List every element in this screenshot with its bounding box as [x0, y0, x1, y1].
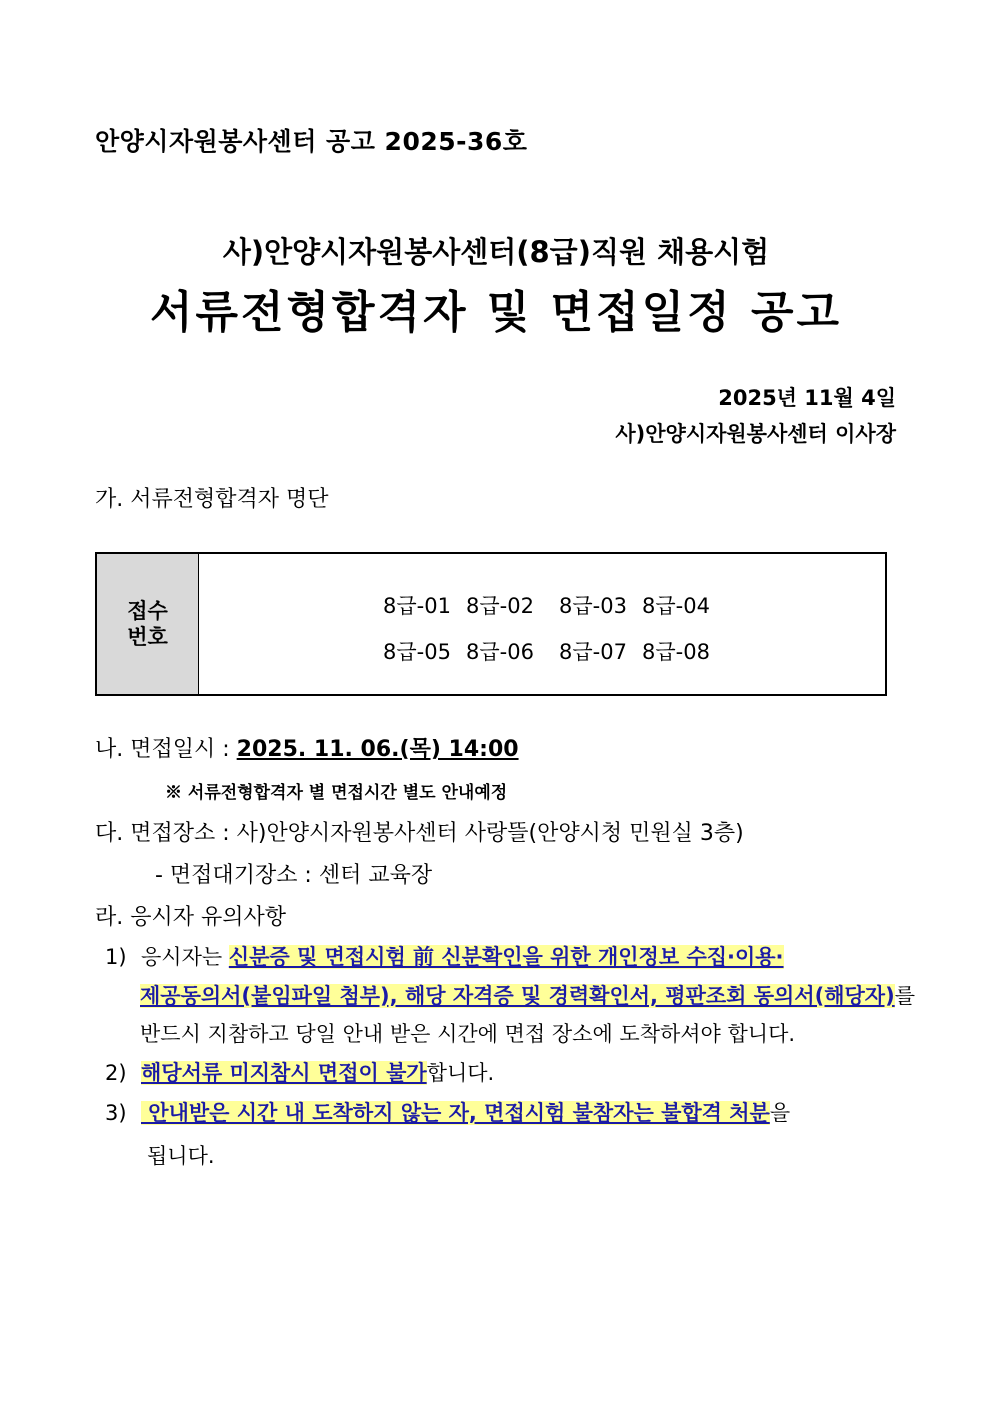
applicant-number: 8급-08: [642, 640, 710, 664]
applicant-number: 8급-03: [559, 594, 627, 618]
item-text: 을: [769, 1101, 791, 1125]
section-ra-heading: 라. 응시자 유의사항: [95, 905, 286, 930]
issue-date: 2025년 11월 4일: [718, 386, 896, 410]
notice-item-1-line2: [140, 980, 915, 1010]
applicant-number: 8급-05: [383, 640, 451, 664]
applicant-number: 8급-02: [466, 594, 534, 618]
document-title: 서류전형합격자 및 면접일정 공고: [149, 287, 842, 338]
item-number: 1): [105, 945, 127, 969]
table-header-line1: 접수: [127, 599, 168, 623]
highlighted-text: 해당서류 미지참시 면접이 불가: [141, 1061, 427, 1085]
table-row: [383, 636, 725, 666]
applicant-number: 8급-07: [559, 640, 627, 664]
item-text: 응시자는: [141, 945, 229, 969]
notice-item-3: [105, 1097, 790, 1127]
issuer: 사)안양시자원봉사센터 이사장: [615, 422, 896, 446]
interview-time-value: 2025. 11. 06.(목) 14:00: [236, 737, 519, 762]
notice-number: 안양시자원봉사센터 공고 2025-36호: [95, 127, 528, 156]
notice-item-1-line3: 반드시 지참하고 당일 안내 받은 시간에 면접 장소에 도착하셔야 합니다.: [140, 1022, 796, 1046]
highlighted-text: 안내받은 시간 내 도착하지 않는 자, 면접시험 불참자는 불합격 처분: [141, 1101, 770, 1125]
notice-item-2: [105, 1057, 494, 1087]
table-row: [383, 590, 725, 620]
interview-time-note: ※ 서류전형합격자 별 면접시간 별도 안내예정: [165, 783, 508, 803]
highlighted-text: 신분증 및 면접시험 前 신분확인을 위한 개인정보 수집·이용·: [228, 945, 784, 969]
section-da-interview-place: 다. 면접장소 : 사)안양시자원봉사센터 사랑뜰(안양시청 민원실 3층): [95, 821, 744, 846]
document-subtitle: 사)안양시자원봉사센터(8급)직원 채용시험: [222, 235, 770, 269]
interview-time-label: 나. 면접일시 :: [95, 737, 237, 762]
applicant-number: 8급-01: [383, 594, 451, 618]
notice-item-1: [105, 941, 784, 971]
applicant-number: 8급-04: [642, 594, 710, 618]
notice-item-3-line2: 됩니다.: [147, 1144, 215, 1168]
table-header-line2: 번호: [127, 625, 168, 649]
section-ga-heading: 가. 서류전형합격자 명단: [95, 487, 329, 512]
item-number: 2): [105, 1061, 127, 1085]
highlighted-text: 제공동의서(붙임파일 첨부), 해당 자격증 및 경력확인서, 평판조회 동의서(해당자): [140, 984, 895, 1008]
waiting-place: - 면접대기장소 : 센터 교육장: [155, 863, 433, 888]
table-header-cell: [97, 554, 199, 694]
item-number: 3): [105, 1101, 127, 1125]
item-text: 를: [894, 984, 915, 1008]
applicant-number: 8급-06: [466, 640, 534, 664]
applicant-number-table: [95, 552, 887, 696]
section-na-interview-time: [95, 732, 519, 763]
item-text: 합니다.: [426, 1061, 495, 1085]
